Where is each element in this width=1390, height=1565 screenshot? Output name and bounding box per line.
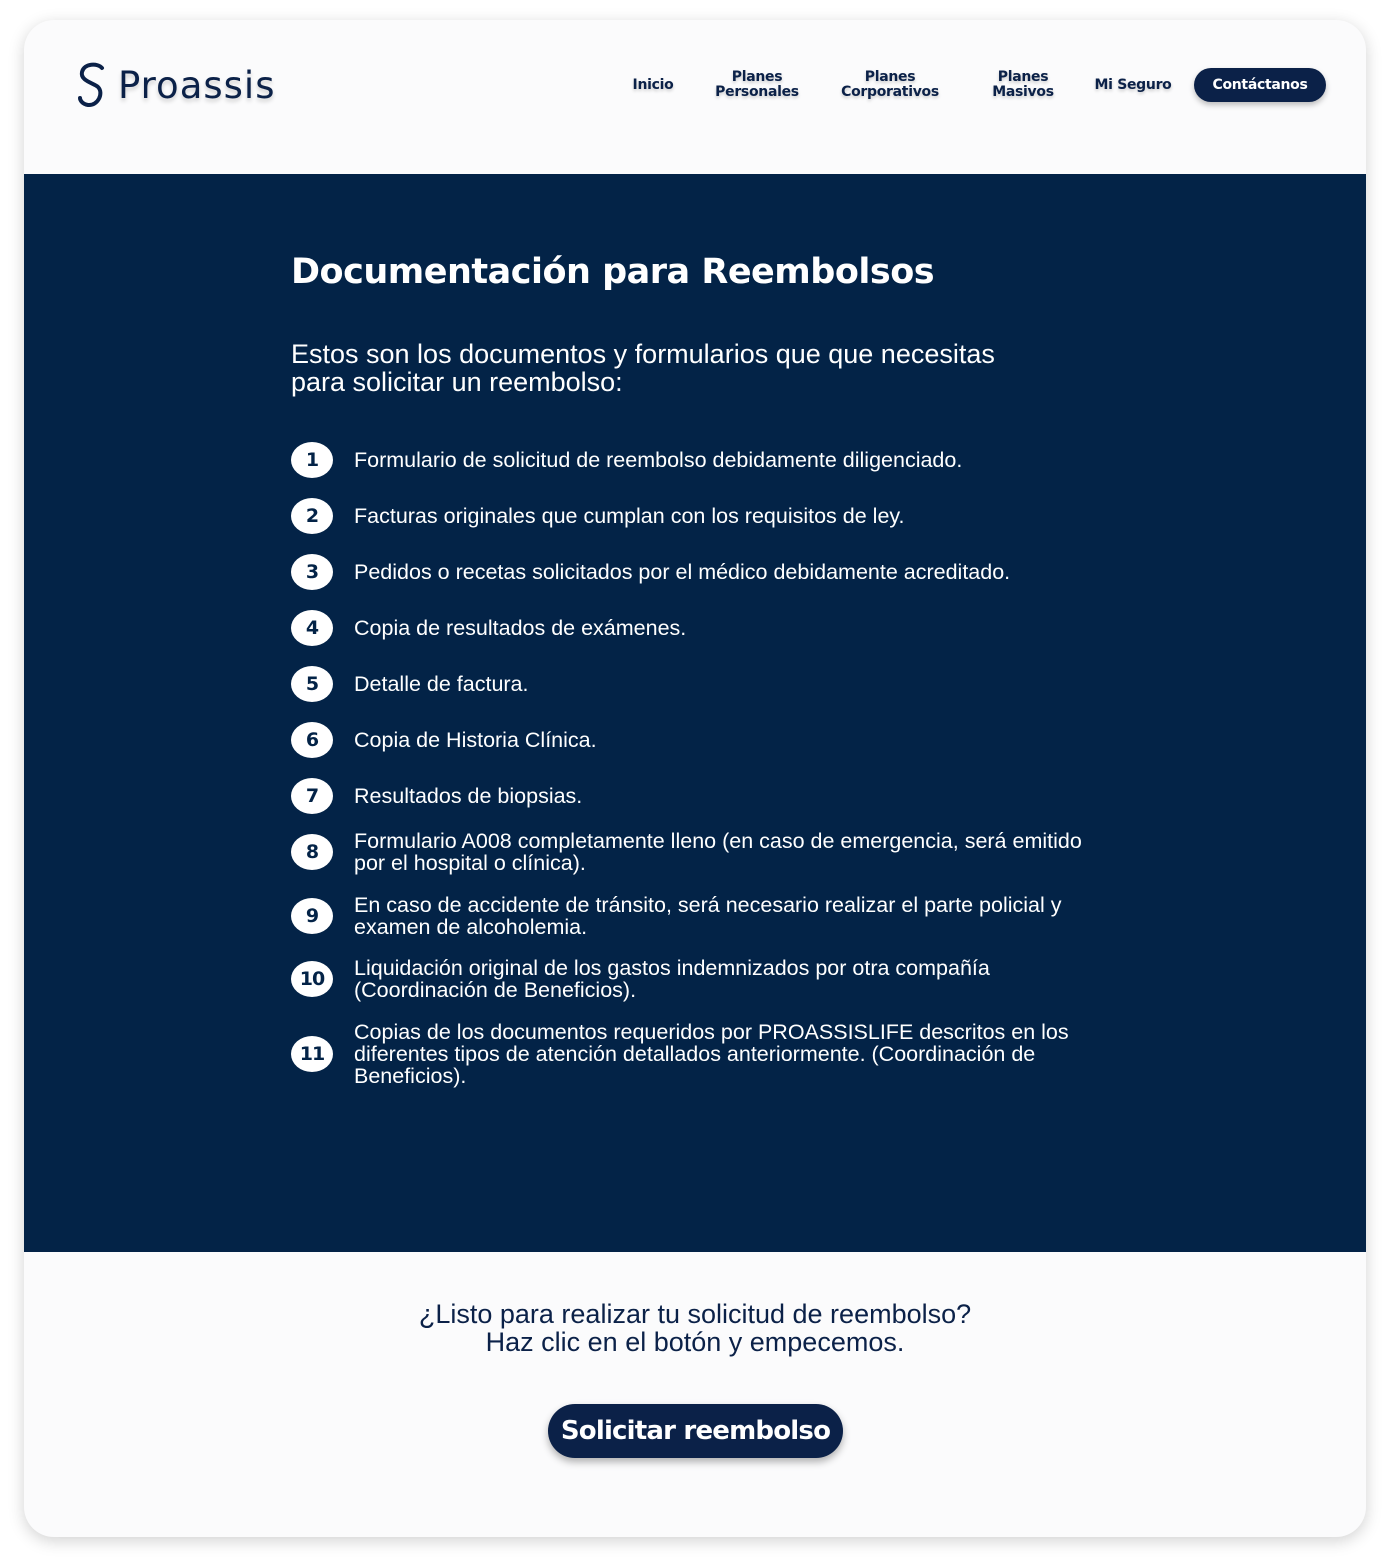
step-number-badge: 11 — [291, 1036, 333, 1072]
brand-name: Proassis — [118, 63, 276, 107]
nav-label: Planes — [997, 69, 1049, 85]
cta-message — [24, 1300, 1366, 1356]
list-item — [291, 442, 1121, 478]
nav-label: Inicio — [632, 77, 674, 93]
nav-label: Corporativos — [841, 84, 939, 100]
contact-button[interactable]: Contáctanos — [1194, 68, 1326, 102]
list-item-text: Copia de resultados de exámenes. — [354, 616, 687, 640]
list-item — [291, 554, 1121, 590]
list-item — [291, 722, 1121, 758]
step-number-badge: 4 — [291, 610, 333, 646]
list-item-text: Formulario A008 completamente lleno (en caso de emergencia, será emitido por el hospital o clínica). — [354, 829, 1082, 875]
main-nav — [24, 20, 1366, 150]
request-reimbursement-button[interactable]: Solicitar reembolso — [548, 1404, 843, 1458]
subtitle-line: Estos son los documentos y formularios que que necesitas — [291, 339, 995, 369]
list-item — [291, 828, 1121, 876]
nav-label: Planes — [864, 69, 916, 85]
step-number-badge: 10 — [291, 961, 333, 997]
nav-item-planes-personales[interactable] — [707, 70, 807, 100]
nav-item-mi-seguro[interactable] — [1088, 78, 1178, 93]
nav-label: Mi Seguro — [1094, 77, 1172, 93]
list-item — [291, 892, 1121, 940]
cta-line: ¿Listo para realizar tu solicitud de reembolso? — [418, 1299, 972, 1329]
step-number-badge: 6 — [291, 722, 333, 758]
step-number-badge: 5 — [291, 666, 333, 702]
list-item-text: Detalle de factura. — [354, 672, 529, 696]
list-item-text: Formulario de solicitud de reembolso debidamente diligenciado. — [354, 448, 963, 472]
list-item-text: Facturas originales que cumplan con los requisitos de ley. — [354, 504, 905, 528]
step-number-badge: 9 — [291, 898, 333, 934]
site-header — [24, 20, 1366, 174]
step-number-badge: 3 — [291, 554, 333, 590]
list-item — [291, 955, 1121, 1003]
step-number-badge: 2 — [291, 498, 333, 534]
step-number-badge: 1 — [291, 442, 333, 478]
step-number-badge: 8 — [291, 834, 333, 870]
page-title: Documentación para Reembolsos — [291, 252, 935, 292]
subtitle-line: para solicitar un reembolso: — [291, 367, 623, 397]
list-item-text: Copias de los documentos requeridos por PROASSISLIFE descritos en los diferentes tipos de atención detallados anteriormente. (Coordinación de Beneficios). — [354, 1020, 1069, 1088]
nav-label: Planes — [731, 69, 783, 85]
list-item — [291, 778, 1121, 814]
list-item — [291, 1019, 1121, 1089]
list-item-text: Liquidación original de los gastos indemnizados por otra compañía (Coordinación de Beneficios). — [354, 956, 990, 1002]
list-item — [291, 610, 1121, 646]
nav-item-planes-corporativos[interactable] — [830, 70, 950, 100]
list-item — [291, 498, 1121, 534]
step-number-badge: 7 — [291, 778, 333, 814]
nav-label: Masivos — [992, 84, 1054, 100]
nav-item-planes-masivos[interactable] — [979, 70, 1067, 100]
section-subtitle — [291, 340, 1121, 396]
page-card — [24, 20, 1366, 1537]
list-item — [291, 666, 1121, 702]
documents-section — [24, 174, 1366, 1252]
list-item-text: Resultados de biopsias. — [354, 784, 583, 808]
nav-label: Personales — [715, 84, 799, 100]
cta-line: Haz clic en el botón y empecemos. — [485, 1327, 905, 1357]
list-item-text: En caso de accidente de tránsito, será necesario realizar el parte policial y examen de alcoholemia. — [354, 893, 1062, 939]
list-item-text: Pedidos o recetas solicitados por el médico debidamente acreditado. — [354, 560, 1011, 584]
list-item-text: Copia de Historia Clínica. — [354, 728, 597, 752]
nav-item-inicio[interactable] — [622, 78, 684, 93]
